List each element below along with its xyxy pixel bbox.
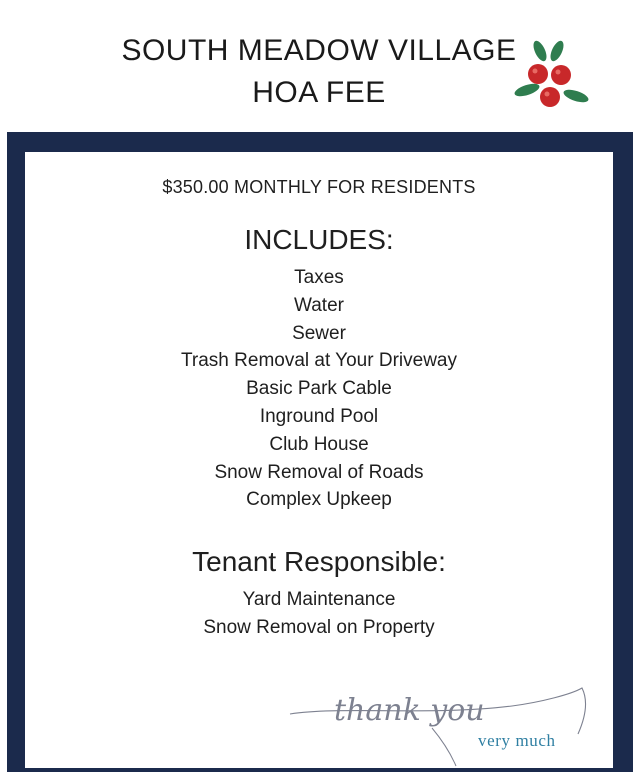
tenant-list bbox=[25, 586, 613, 642]
signature-subtext: very much bbox=[478, 731, 556, 750]
page-title-line-2: HOA FEE bbox=[252, 76, 386, 109]
list-item: Yard Maintenance bbox=[242, 589, 396, 611]
list-item: Snow Removal on Property bbox=[203, 616, 435, 638]
page-title-line-1: SOUTH MEADOW VILLAGE bbox=[121, 34, 517, 67]
holly-berry-icon bbox=[512, 38, 596, 114]
list-item: Snow Removal of Roads bbox=[214, 461, 424, 483]
list-item: Water bbox=[294, 294, 344, 316]
list-item: Sewer bbox=[292, 322, 346, 344]
list-item: Inground Pool bbox=[259, 405, 379, 427]
list-item: Basic Park Cable bbox=[246, 378, 392, 400]
list-item: Trash Removal at Your Driveway bbox=[181, 350, 457, 372]
tenant-heading: Tenant Responsible: bbox=[192, 546, 446, 578]
includes-list bbox=[25, 264, 613, 514]
list-item: Complex Upkeep bbox=[246, 489, 392, 511]
list-item: Taxes bbox=[294, 267, 344, 288]
list-item: Club House bbox=[269, 433, 369, 455]
thank-you-signature bbox=[282, 676, 602, 768]
signature-script: thank you bbox=[334, 693, 485, 728]
monthly-rate: $350.00 MONTHLY FOR RESIDENTS bbox=[162, 177, 476, 197]
includes-heading: INCLUDES: bbox=[244, 224, 394, 255]
